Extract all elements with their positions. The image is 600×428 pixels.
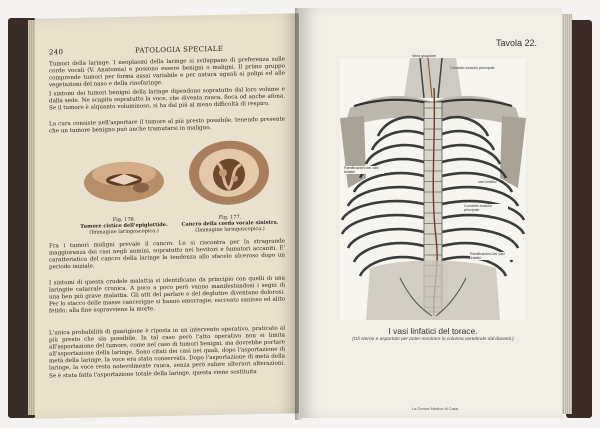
figure-177-caption: Cancro della corda vocale sinistra. — [181, 219, 279, 228]
label-ramificazioni-right: Ramificazioni dei vasi linfatici — [470, 252, 516, 260]
plate-number: Tavola 22. — [496, 38, 538, 48]
label-vasi-linfatici: vasi linfatici — [478, 180, 497, 184]
paragraph-tumori: Tumori della laringe. I neoplasmi della laringe si sviluppano di preferenza sulle corde vocali (V. Anatomia) e possono essere benigni o maligni. Il primo gruppo comprende tumori per forma assai variabile e per natura uguali ai polipi ed alle vegetazioni del naso e della rinofaringe. — [49, 56, 285, 89]
paragraph-cura: La cura consiste nell'asportare il tumore al più presto possibile, tenendo presente che un tumore benigno può anche tramutarsi in maligno. — [49, 116, 285, 135]
label-condotto-principale-top: Condotto toracico principale — [450, 66, 495, 70]
figure-176-source: (Immagine laringoscopica.) — [89, 228, 159, 236]
page-number: 240 — [49, 48, 64, 57]
right-page — [300, 8, 562, 418]
running-head: PATOLOGIA SPECIALE — [135, 44, 224, 55]
figure-176-image — [79, 143, 169, 215]
paragraph-maligni: Fra i tumori maligni prevale il cancro. Lo si riscontra per la stragrande maggioranza dei casi negli uomini, sopratutto nei bevitori e fumatori accaniti. E' caratteristica del cancro della laringe la tendenza allo sfacelo ulceroso dopo un periodo iniziale. — [49, 238, 285, 271]
label-condotto-principale-lower: Condotto toracico principale — [464, 204, 508, 212]
figure-177-source: (Immagine laringoscopica.) — [195, 225, 265, 234]
figure-176-caption: Tumore cistico dell'epiglottide. — [80, 221, 168, 230]
label-vena-giugulare: Vena giugulare — [412, 54, 436, 58]
paragraph-sintomi-cancro: I sintomi di questa crudele malattia si identificano da principio con quelli di una laringite catarrale cronica. A poco a poco però vanno manifestandosi i segni di una ben più grave malattia. Gli atti del parlare e del deglutire diventano dolorosi. Per lo stacco delle masse cancerigne si hanno emorragie, escreato sanioso ed alito fetido; alla fine sopravviene la morte. — [49, 275, 285, 315]
left-page — [35, 13, 299, 419]
plate-title: I vasi linfatici del torace. — [388, 326, 478, 336]
label-ramificazioni-left: Ramificazioni dei vasi linfatici — [344, 166, 384, 174]
book-footer: La Donna Medico di Casa — [411, 406, 459, 411]
thorax-plate-illustration — [340, 58, 526, 320]
figure-177-number: Fig. 177. — [218, 214, 242, 221]
plate-subtitle: (Gli sterno e asportato per poter mostrare la colonna vertebrale dal davanti.) — [352, 337, 514, 342]
figure-177-image — [185, 132, 273, 216]
figure-176-number: Fig. 176. — [112, 216, 136, 224]
paragraph-sintomi: I sintomi dei tumori benigni della laringe dipendono sopratutto dal loro volume e dalla sede. Ne scapita sopratutto la voce, che diventa rauca, fioca od anche afona. Se il tumore è alquanto voluminoso, si ha dal più al meno difficoltà di respiro. — [49, 86, 285, 112]
paragraph-guarigione: L'unica probabilità di guarigione è riposta in un intervento operativo, praticato al più presto che sia possibile. In tal caso però l'atto operativo non si limita all'asportazione del tumore, come nel caso di tumori benigni, ma dovrebbe portare all'asportazione della laringe. Sono citati dei casi nei quali, dopo l'asportazione di metà della laringe, la voce era stata conservata. Dopo l'asportazione di metà della laringe, la voce resta notevolmente rauca, senza però subire ulteriori alterazioni. Se è stata fatta l'asportazione totale della laringe, questa viene sostituita — [49, 325, 285, 380]
